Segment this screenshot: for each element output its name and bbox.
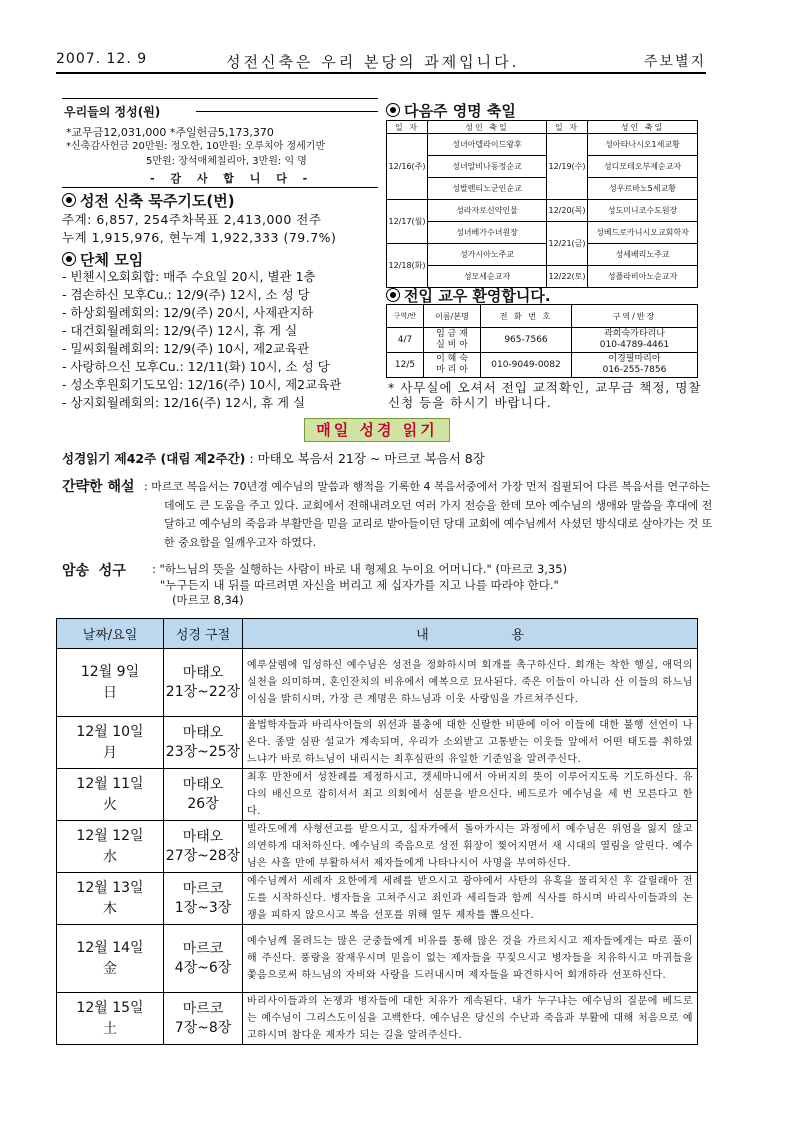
- feast-title: 다음주 영명 축일: [386, 100, 516, 121]
- offering-line: 5만원: 장석애체칠리아, 3만원: 익 명: [146, 156, 307, 167]
- table-cell: 12/19(수): [547, 134, 588, 200]
- schedule-passage: 마르코 1장~3장: [164, 873, 243, 925]
- schedule-date: 12월 13일 木: [57, 873, 164, 925]
- teachers-title: 전입 교우 환영합니다.: [386, 285, 551, 306]
- reading-week-range: : 마태오 복음서 21장 ~ 마르코 복음서 8장: [249, 451, 485, 466]
- schedule-content: 율법학자들과 바리사이들의 위선과 불충에 대한 신랄한 비판에 이어 이들에 대한 불행 선언이 나온다. 종말 심판 설교가 계속되며, 우리가 소외받고 고통받는 이웃들 앞에서 어떤 태도를 취하였느냐가 바로 하느님이 내리시는 최후심판의 유일한 기준임을 알려주신다.: [243, 717, 698, 769]
- table-row: [57, 821, 698, 873]
- bullet-icon: [62, 252, 76, 266]
- intro-text: : 마르코 복음서는 70년경 예수님의 말씀과 행적을 기록한 4 복음서중에서 가장 먼저 집필되어 다른 복음서를 연구하는 데에도 큰 도움을 주고 있다. 교회에서 전해내려오던 여러 가지 전승을 한데 모아 예수님의 생애와 말씀을 후대에 전달하고 예수님의 죽음과 부활만을 믿을 교리로 받아들이던 당대 교회에 예수님께서 사셨던 방식대로 살아가는 것 또한 중요함을 일깨우고자 하였다.: [144, 480, 713, 549]
- table-cell: 임 금 재 실 비 아: [424, 328, 481, 353]
- intro-label: 간략한 해설: [62, 479, 135, 495]
- list-item: - 밀씨회월례회의: 12/9(주) 10시, 제2교육관: [62, 341, 310, 356]
- bullet-icon: [386, 288, 400, 302]
- schedule-passage: 마태오 27장~28장: [164, 821, 243, 873]
- table-cell: 12/17(월): [387, 200, 428, 244]
- schedule-date: 12월 9일 日: [57, 649, 164, 717]
- offering-line: *신축감사헌금 20만원: 정오한, 10만원: 오루치아 정세기반: [66, 141, 326, 152]
- table-cell: 성라자로신약인물: [428, 200, 547, 222]
- table-cell: 성플라비아노순교자: [588, 266, 698, 288]
- schedule-date: 12월 11일 火: [57, 769, 164, 821]
- table-row: [57, 925, 698, 993]
- schedule-content: 예수님께 몰려드는 많은 군중들에게 비유를 통해 많은 것을 가르치시고 제자들에게는 따로 풀이해 주신다. 풍랑을 잠재우시며 믿음이 없는 제자들을 꾸짖으시고 병자들을 치유하시고 마귀들을 쫓음으로써 하느님의 자비와 사랑을 드러내시며 제자들을 파견하시어 회개하라 선포하신다.: [243, 925, 698, 993]
- table-cell: 성도미니코수도원장: [588, 200, 698, 222]
- bullet-icon: [62, 193, 76, 207]
- new-members-table: [386, 304, 698, 378]
- table-cell: 4/7: [387, 328, 424, 353]
- reading-banner: 매일 성경 읽기: [304, 418, 450, 442]
- schedule-passage: 마르코 7장~8장: [164, 993, 243, 1045]
- schedule-passage: 마태오 21장~22장: [164, 649, 243, 717]
- table-cell: 010-9049-0082: [481, 353, 572, 378]
- verse-line: : "하느님의 뜻을 실행하는 사람이 바로 내 형제요 누이요 어머니다." (마르코 3,35): [152, 562, 568, 576]
- table-row: [57, 769, 698, 821]
- table-cell: 12/5: [387, 353, 424, 378]
- meetings-title: 단체 모임: [62, 249, 143, 270]
- table-cell: 성발렌티노군인순교: [428, 178, 547, 200]
- schedule-content: 예루살렘에 입성하신 예수님은 성전을 정화하시며 회개를 촉구하신다. 회개는 착한 행실, 애덕의 실천을 의미하며, 혼인잔치의 비유에서 예복으로 묘사된다. 죽은 이들이 아니라 산 이들의 하느님이심을 밝히시며, 가장 큰 계명은 하느님과 이웃 사랑임을 가르쳐주신다.: [243, 649, 698, 717]
- schedule-passage: 마태오 23장~25장: [164, 717, 243, 769]
- table-cell: 성아타나시오1세교황: [588, 134, 698, 156]
- header-slogan: 성전신축은 우리 본당의 과제입니다.: [226, 53, 520, 71]
- schedule-date: 12월 14일 金: [57, 925, 164, 993]
- table-row: [57, 873, 698, 925]
- feast-table: [386, 120, 698, 288]
- table-header: 일 자: [547, 121, 588, 134]
- table-cell: 성모세순교자: [428, 266, 547, 288]
- table-cell: 이경필마리아 016-255-7856: [572, 353, 698, 378]
- table-header: 일 자: [387, 121, 428, 134]
- offering-title: 우리들의 정성(원): [64, 103, 164, 120]
- table-cell: 12/18(화): [387, 244, 428, 288]
- building-prayer-title: 성전 신축 묵주기도(번): [62, 190, 235, 211]
- building-prayer-line: 주계: 6,857, 254주차목표 2,413,000 전주: [62, 212, 322, 227]
- table-cell: 성우르바노5세교황: [588, 178, 698, 200]
- header-label: 주보별지: [643, 54, 706, 70]
- table-cell: 12/20(목): [547, 200, 588, 222]
- table-cell: 성녀아델라이드왕후: [428, 134, 547, 156]
- table-header: 날짜/요일: [57, 619, 164, 649]
- reading-week: [62, 450, 702, 468]
- schedule-date: 12월 15일 土: [57, 993, 164, 1045]
- list-item: - 대건회월례회의: 12/9(주) 12시, 휴 게 실: [62, 323, 298, 338]
- divider: [196, 111, 378, 112]
- table-cell: 965-7566: [481, 328, 572, 353]
- table-cell: 성녀베가수녀원장: [428, 222, 547, 244]
- schedule-date: 12월 10일 月: [57, 717, 164, 769]
- schedule-content: 빌라도에게 사형선고를 받으시고, 십자가에서 돌아가시는 과정에서 예수님은 위엄을 잃지 않고 의연하게 대처하신다. 예수님의 죽음으로 성전 휘장이 찢어지면서 새 시대의 열림을 알린다. 예수님은 사흘 만에 부활하셔서 제자들에게 나타나시어 사명을 부여하신다.: [243, 821, 698, 873]
- list-item: - 사랑하으신 모후Cu.: 12/11(화) 10시, 소 성 당: [62, 359, 330, 374]
- list-item: - 성소후원회기도모임: 12/16(주) 10시, 제2교육관: [62, 377, 342, 392]
- schedule-passage: 마르코 4장~6장: [164, 925, 243, 993]
- table-cell: 12/21(금): [547, 222, 588, 266]
- table-header: 성인 축일: [428, 121, 547, 134]
- list-item: - 상지회월례회의: 12/16(주) 12시, 휴 게 실: [62, 395, 306, 410]
- table-cell: 이 혜 숙 마 리 아: [424, 353, 481, 378]
- table-header: 이름/본명: [424, 305, 481, 328]
- table-row: [57, 649, 698, 717]
- verse-label: 암송 성구: [62, 563, 126, 579]
- schedule-date: 12월 12일 水: [57, 821, 164, 873]
- reading-week-label: 성경읽기 제42주 (대림 제2주간): [62, 451, 246, 466]
- table-cell: 12/16(주): [387, 134, 428, 200]
- table-cell: 12/22(토): [547, 266, 588, 288]
- table-header: 구역/반: [387, 305, 424, 328]
- verse-ref: (마르코 8,34): [172, 593, 244, 607]
- table-header: 성인 축일: [588, 121, 698, 134]
- list-item: - 하상회월례회의: 12/9(주) 20시, 사제관지하: [62, 305, 314, 320]
- table-cell: 성베드로카니시오교회학자: [588, 222, 698, 244]
- schedule-content: 최후 만찬에서 성찬례를 제정하시고, 겟세마니에서 아버지의 뜻이 이루어지도록 기도하신다. 유다의 배신으로 잡히셔서 최고 의회에서 심문을 받으신다. 베드로가 예수님을 세 번 모른다고 한다.: [243, 769, 698, 821]
- table-cell: 성녀알비나동정순교: [428, 156, 547, 178]
- table-cell: 성세베리노주교: [588, 244, 698, 266]
- list-item: - 빈첸시오회회합: 매주 수요일 20시, 별관 1층: [62, 269, 316, 284]
- schedule-content: 예수님께서 세례자 요한에게 세례를 받으시고 광야에서 사탄의 유혹을 물리치신 후 갈릴래아 전도를 시작하신다. 병자들을 고쳐주시고 죄인과 세리들과 함께 식사를 하시며 바리사이들과의 논쟁을 피하지 않으시고 복음 선포를 위해 열두 제자를 뽑으신다.: [243, 873, 698, 925]
- list-item: - 겸손하신 모후Cu.: 12/9(주) 12시, 소 성 당: [62, 287, 310, 302]
- offering-line: *교무금12,031,000 *주일헌금5,173,370: [66, 126, 274, 139]
- table-row: [57, 993, 698, 1045]
- schedule-passage: 마태오 26장: [164, 769, 243, 821]
- page-header: [56, 48, 706, 74]
- building-prayer-line: 누계 1,915,976, 현누계 1,922,333 (79.7%): [62, 230, 337, 245]
- offering-thanks: - 감 사 합 니 다 -: [150, 172, 314, 185]
- table-header: 성경 구절: [164, 619, 243, 649]
- bullet-icon: [386, 103, 400, 117]
- table-row: [57, 717, 698, 769]
- table-cell: 성가시아노주교: [428, 244, 547, 266]
- table-header: 전 화 번 호: [481, 305, 572, 328]
- new-member-note: * 사무실에 오셔서 전입 교적확인, 교무금 책정, 명찰 신청 등을 하시기 바랍니다.: [388, 380, 702, 410]
- table-cell: 곽희숙가타리나 010-4789-4461: [572, 328, 698, 353]
- meetings-list: [62, 268, 384, 412]
- table-header: 내 용: [243, 619, 698, 649]
- schedule-content: 바리사이들과의 논쟁과 병자들에 대한 치유가 계속된다. 내가 누구냐는 예수님의 질문에 베드로는 예수님이 그리스도이심을 고백한다. 예수님은 당신의 수난과 죽음과 부활에 대해 처음으로 예고하시며 참다운 제자가 되는 길을 알려주신다.: [243, 993, 698, 1045]
- table-cell: 성디모테오부제순교자: [588, 156, 698, 178]
- header-date: 2007. 12. 9: [56, 51, 148, 67]
- verse-line: "누구든지 내 뒤를 따르려면 자신을 버리고 제 십자가를 지고 나를 따라야 한다.": [160, 578, 559, 592]
- reading-schedule-table: [56, 618, 698, 1045]
- table-header: 구역/반장: [572, 305, 698, 328]
